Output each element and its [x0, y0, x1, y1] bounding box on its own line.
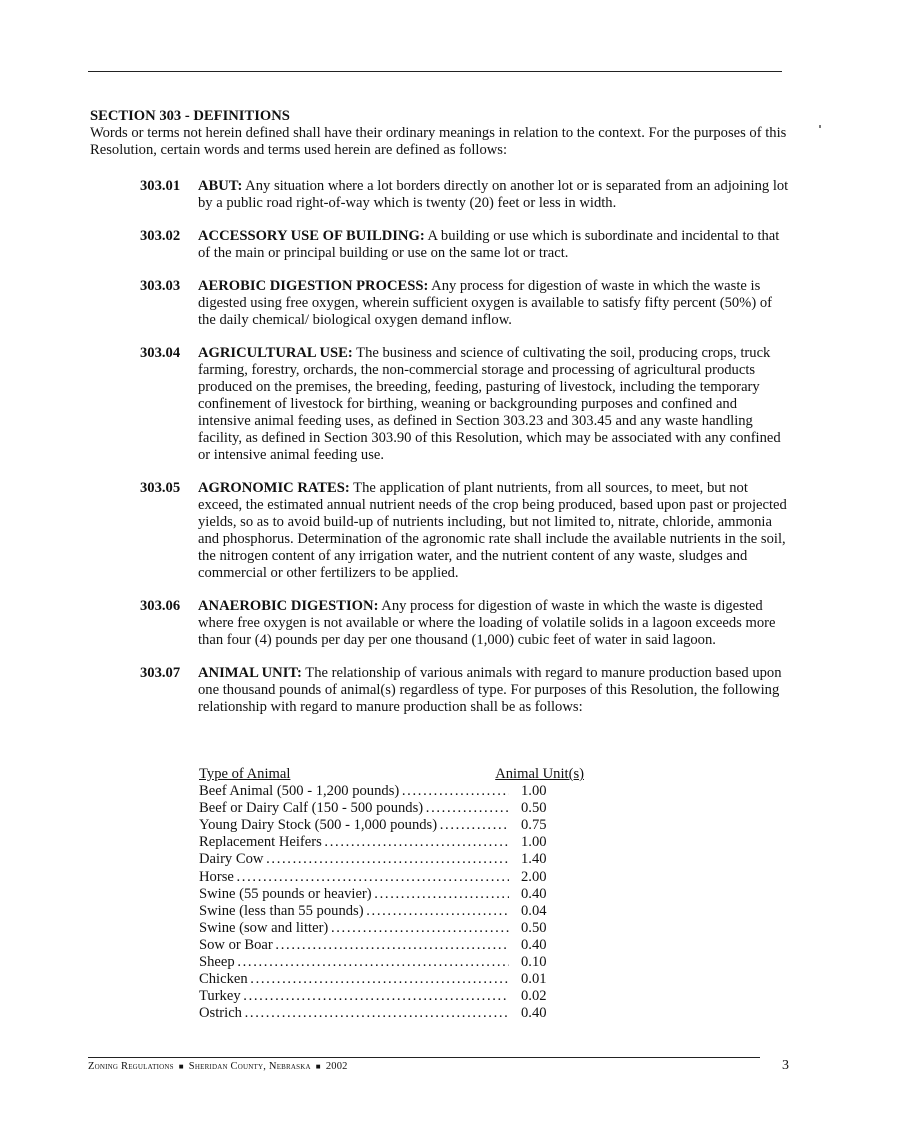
table-row: [199, 954, 584, 971]
header-rule: [88, 71, 782, 72]
table-row: [199, 937, 584, 954]
section-header: [90, 108, 790, 159]
column-header-units: Animal Unit(s): [495, 766, 584, 782]
definition-agronomic-rates: [140, 480, 790, 582]
footer-year: 2002: [325, 1061, 348, 1072]
animal-type: Horse . . .: [199, 869, 509, 886]
animal-type: Young Dairy Stock (500 - 1,000 pounds) . . .: [199, 817, 509, 834]
square-bullet-icon: ■: [315, 1062, 321, 1071]
animal-unit-table: [199, 766, 599, 1022]
footer-rule: [88, 1057, 760, 1058]
animal-type: Beef or Dairy Calf (150 - 500 pounds) . . .: [199, 800, 509, 817]
animal-type: Beef Animal (500 - 1,200 pounds) . . .: [199, 783, 509, 800]
animal-units: 0.40: [521, 1005, 547, 1022]
table-row: [199, 817, 584, 834]
definition-term: AGRONOMIC RATES:: [198, 480, 350, 496]
table-row: [199, 783, 584, 800]
definition-term: AGRICULTURAL USE:: [198, 345, 353, 361]
definition-text: A building or use which is subordinate and incidental to that of the main or principal building or use on the same lot or tract.: [198, 228, 780, 261]
animal-type: Swine (sow and litter) . . .: [199, 920, 509, 937]
definitions-list: [140, 178, 790, 732]
definition-text: Any process for digestion of waste in which the waste is digested where free oxygen is not available or where the loading of volatile solids in a lagoon exceeds more than four (4) pounds per day per one thousand (1,000) cubic feet of water in said lagoon.: [198, 598, 776, 648]
definition-agricultural-use: [140, 345, 790, 464]
definition-term: ACCESSORY USE OF BUILDING:: [198, 228, 425, 244]
footer-title: Zoning Regulations: [88, 1061, 174, 1072]
animal-type: Dairy Cow . . .: [199, 851, 509, 868]
page-number: 3: [782, 1058, 789, 1073]
definition-text: The relationship of various animals with regard to manure production based upon one thousand pounds of animal(s) regardless of type. For purposes of this Resolution, the following relationship with regard to manure production shall be as follows:: [198, 665, 782, 715]
animal-type: Turkey . . .: [199, 988, 509, 1005]
definition-text: Any situation where a lot borders directly on another lot or is separated from an adjoining lot by a public road right-of-way which is twenty (20) feet or less in width.: [198, 178, 789, 211]
definition-number: 303.05: [140, 480, 181, 496]
square-bullet-icon: ■: [178, 1062, 184, 1071]
definition-number: 303.02: [140, 228, 181, 244]
animal-units: 0.10: [521, 954, 547, 971]
definition-accessory-use: [140, 228, 790, 262]
definition-text: Any process for digestion of waste in which the waste is digested using free oxygen, wherein sufficient oxygen is available to satisfy fifty percent (50%) of the daily chemical/ biological oxygen demand inflow.: [198, 278, 772, 328]
section-title: SECTION 303 - DEFINITIONS: [90, 108, 290, 124]
definition-text: The business and science of cultivating the soil, producing crops, truck farming, forestry, orchards, the non-commercial storage and processing of agricultural products produced on the premises, the breeding, feeding, pasturing of livestock, including the temporary confinement of livestock for birthing, weaning or backgrounding purposes and confined and intensive animal feeding uses, as defined in Section 303.23 and 303.45 and any waste handling facility, as defined in Section 303.90 of this Resolution, which may be associated with any confined or intensive animal feeding use.: [198, 345, 781, 463]
table-row: [199, 800, 584, 817]
animal-type: Replacement Heifers . . .: [199, 834, 509, 851]
table-row: [199, 903, 584, 920]
animal-units: 0.40: [521, 885, 547, 902]
animal-units: 0.04: [521, 902, 547, 919]
animal-type: Sow or Boar . . .: [199, 937, 509, 954]
animal-units: 2.00: [521, 868, 547, 885]
definition-animal-unit: [140, 665, 790, 716]
definition-term: ANIMAL UNIT:: [198, 665, 302, 681]
definition-number: 303.06: [140, 598, 181, 614]
animal-units: 1.40: [521, 851, 547, 868]
animal-type: Sheep . . .: [199, 954, 509, 971]
animal-units: 1.00: [521, 834, 547, 851]
definition-number: 303.01: [140, 178, 181, 194]
animal-type: Swine (55 pounds or heavier) . . .: [199, 886, 509, 903]
definition-term: AEROBIC DIGESTION PROCESS:: [198, 278, 429, 294]
animal-units: 0.02: [521, 988, 547, 1005]
page-footer: [88, 1061, 788, 1072]
table-row: [199, 1005, 584, 1022]
animal-units: 1.00: [521, 783, 547, 800]
footer-county: Sheridan County, Nebraska: [188, 1061, 311, 1072]
definition-number: 303.04: [140, 345, 181, 361]
animal-type: Swine (less than 55 pounds) . . .: [199, 903, 509, 920]
animal-units: 0.50: [521, 800, 547, 817]
table-row: [199, 834, 584, 851]
definition-abut: [140, 178, 790, 212]
animal-units: 0.01: [521, 971, 547, 988]
table-row: [199, 869, 584, 886]
section-intro: Words or terms not herein defined shall have their ordinary meanings in relation to the context. For the purposes of this Resolution, certain words and terms used herein are defined as follows:: [90, 125, 787, 158]
definition-text: The application of plant nutrients, from all sources, to meet, but not exceed, the estimated annual nutrient needs of the crop being produced, based upon past or projected yields, so as to avoid build-up of nutrients including, but not limited to, nitrate, chloride, ammonia and phosphorus. Determination of the agronomic rate shall include the available nutrients in the soil, the nitrogen content of any irrigation water, and the nutrient content of any waste, sludges and commercial or other fertilizers to be applied.: [198, 480, 787, 581]
definition-term: ANAEROBIC DIGESTION:: [198, 598, 379, 614]
definition-number: 303.03: [140, 278, 181, 294]
definition-term: ABUT:: [198, 178, 243, 194]
table-row: [199, 971, 584, 988]
table-row: [199, 851, 584, 868]
definition-number: 303.07: [140, 665, 181, 681]
column-header-type: Type of Animal: [199, 766, 291, 782]
definition-aerobic-digestion: [140, 278, 790, 329]
animal-units: 0.40: [521, 936, 547, 953]
scan-artifact: [819, 125, 821, 128]
table-row: [199, 920, 584, 937]
table-row: [199, 988, 584, 1005]
table-row: [199, 886, 584, 903]
table-header: [199, 766, 584, 783]
animal-units: 0.50: [521, 919, 547, 936]
animal-units: 0.75: [521, 817, 547, 834]
animal-type: Chicken . . .: [199, 971, 509, 988]
animal-type: Ostrich . . .: [199, 1005, 509, 1022]
definition-anaerobic-digestion: [140, 598, 790, 649]
